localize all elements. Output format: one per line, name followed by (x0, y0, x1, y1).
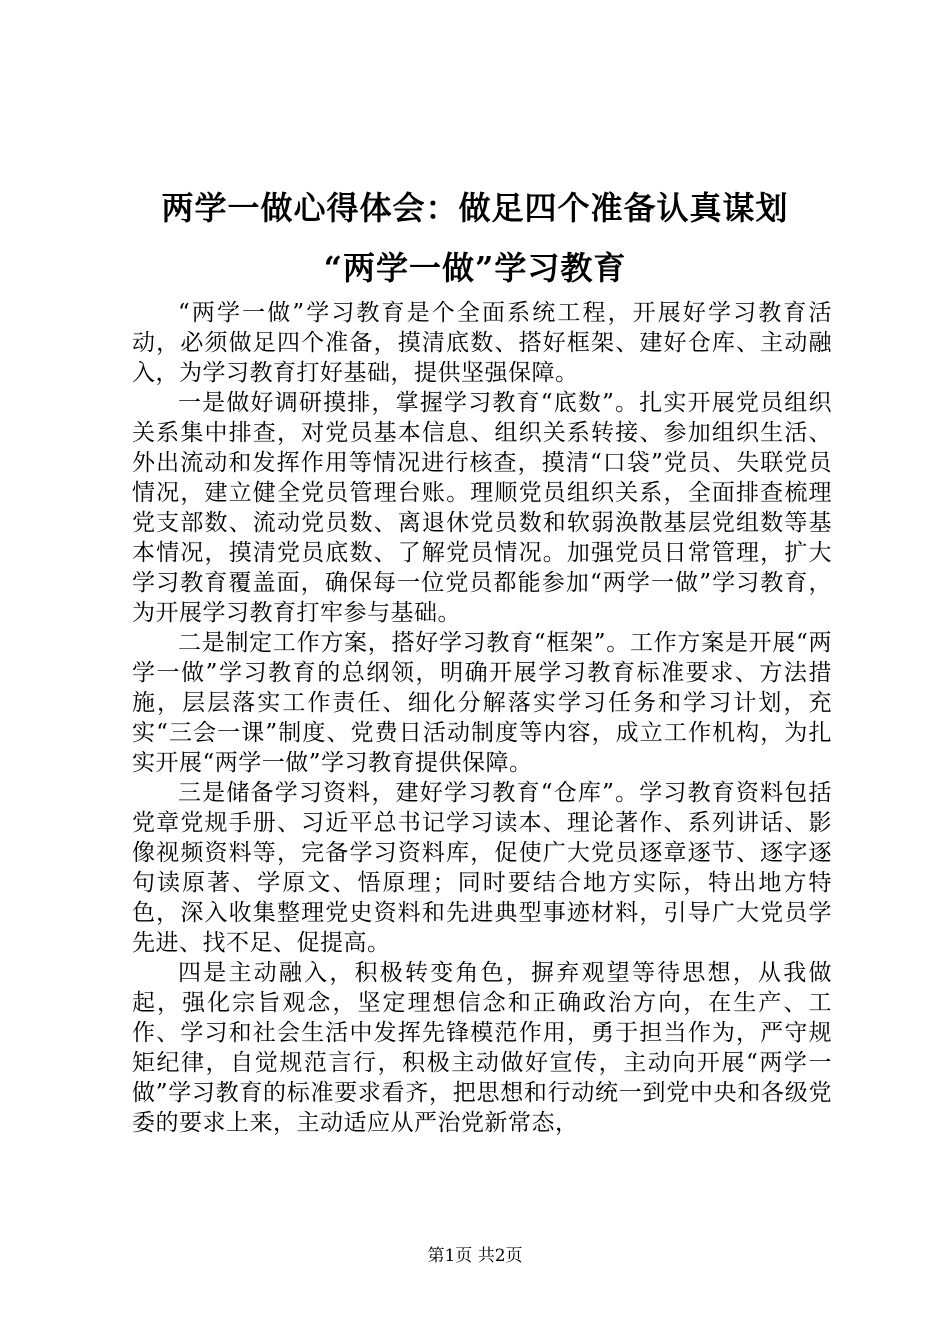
document-body (132, 298, 832, 1138)
paragraph-intro: “两学一做”学习教育是个全面系统工程，开展好学习教育活动，必须做足四个准备，摸清底数、搭好框架、建好仓库、主动融入，为学习教育打好基础，提供坚强保障。 (132, 300, 832, 386)
paragraph-point-3: 三是储备学习资料，建好学习教育“仓库”。学习教育资料包括党章党规手册、习近平总书记学习读本、理论著作、系列讲话、影像视频资料等，完备学习资料库，促使广大党员逐章逐节、逐字逐句读原著、学原文、悟原理；同时要结合地方实际，特出地方特色，深入收集整理党史资料和先进典型事迹材料，引导广大党员学先进、找不足、促提高。 (132, 780, 832, 956)
document-title-line-2: “两学一做”学习教育 (323, 249, 627, 287)
document-title-line-1: 两学一做心得体会：做足四个准备认真谋划 (161, 189, 789, 227)
paragraph-point-2: 二是制定工作方案，搭好学习教育“框架”。工作方案是开展“两学一做”学习教育的总纲领，明确开展学习教育标准要求、方法措施，层层落实工作责任、细化分解落实学习任务和学习计划，充实“三会一课”制度、党费日活动制度等内容，成立工作机构，为扎实开展“两学一做”学习教育提供保障。 (132, 630, 832, 776)
page-number-footer: 第1页 共2页 (427, 1246, 523, 1266)
paragraph-point-1: 一是做好调研摸排，掌握学习教育“底数”。扎实开展党员组织关系集中排查，对党员基本信息、组织关系转接、参加组织生活、外出流动和发挥作用等情况进行核查，摸清“口袋”党员、失联党员情况，建立健全党员管理台账。理顺党员组织关系，全面排查梳理党支部数、流动党员数、离退休党员数和软弱涣散基层党组数等基本情况，摸清党员底数、了解党员情况。加强党员日常管理，扩大学习教育覆盖面，确保每一位党员都能参加“两学一做”学习教育，为开展学习教育打牢参与基础。 (132, 390, 832, 626)
paragraph-point-4: 四是主动融入，积极转变角色，摒弃观望等待思想，从我做起，强化宗旨观念，坚定理想信念和正确政治方向，在生产、工作、学习和社会生活中发挥先锋模范作用，勇于担当作为，严守规矩纪律，自觉规范言行，积极主动做好宣传，主动向开展“两学一做”学习教育的标准要求看齐，把思想和行动统一到党中央和各级党委的要求上来，主动适应从严治党新常态， (132, 960, 832, 1136)
